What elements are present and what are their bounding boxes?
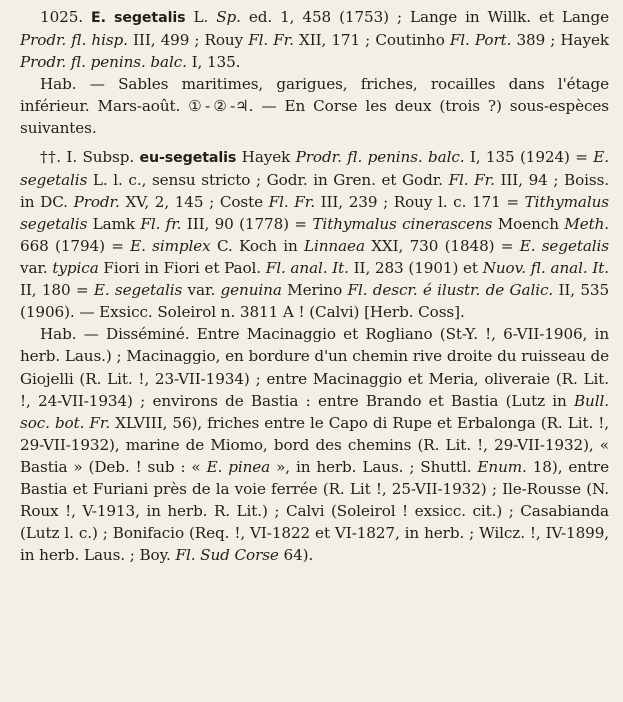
text-segment: Hab. — Disséminé. Entre Macinaggio et Rogliano (St-Y. !, 6-VII-1906, in herb. Laus.) ; Macinaggio, en bordure d'un chemin rive droite du ruisseau de Giojelli (R. Lit. !, 23-VII-1934) ; entre Macinaggio et Meria, oliveraie (R. Lit. !, 24-VII-1934) ; environs de Bastia : entre Brando et Bastia (Lutz in bbox=[20, 325, 609, 410]
text-segment: XLVIII, 56), friches entre le Capo di Rupe et Erbalonga (R. Lit. !, 29-VII-1932), marine de Miomo, bord des chemins (R. Lit. !, 29-VII-1932), « Bastia » (Deb. ! sub : « bbox=[20, 413, 609, 476]
italic-text: Sp. bbox=[216, 8, 241, 26]
text-segment: 1025. bbox=[40, 8, 91, 26]
text-segment: ††. I. Subsp. bbox=[40, 147, 140, 166]
italic-text: Meth. bbox=[564, 214, 610, 233]
italic-text: Prodr. fl. penins. balc. bbox=[20, 53, 187, 72]
text-segment: », in herb. Laus. ; Shuttl. bbox=[270, 457, 478, 476]
text-segment: Hab. — Sables maritimes, garigues, friches, rocailles dans l'étage inférieur. Mars-août. ①-②-♃. — En Corse les deux (trois ?) sous-espèces suivantes. bbox=[20, 75, 609, 138]
italic-text: Prodr. bbox=[73, 192, 120, 211]
text-segment: L. bbox=[185, 8, 217, 26]
text-segment: III, 239 ; Rouy l. c. 171 = bbox=[314, 192, 525, 211]
text-segment: 389 ; Hayek bbox=[511, 31, 609, 50]
italic-text: typica bbox=[52, 259, 99, 278]
italic-text: Fl. descr. é ilustr. de Galic. bbox=[347, 281, 554, 300]
taxon-name: eu-segetalis bbox=[139, 149, 237, 166]
text-segment: Merino bbox=[281, 281, 348, 300]
italic-text: Fl. fr. bbox=[140, 214, 182, 233]
italic-text: Tithymalus segetalis bbox=[20, 192, 609, 233]
italic-text: Prodr. fl. penins. balc. bbox=[295, 147, 465, 166]
text-segment: XII, 171 ; Coutinho bbox=[293, 31, 450, 50]
text-segment: 18), entre Bastia et Furiani près de la voie ferrée (R. Lit !, 25-VII-1932) ; Ile-Rousse (N. Roux !, V-1913, in herb. R. Lit.) ; Calvi (Soleirol ! exsicc. cit.) ; Casabianda (Lutz l. c.) ; Bonifacio (Req. !, VI-1822 et VI-1827, in herb. ; Wilcz. !, IV-1899, in herb. Laus. ; Boy. bbox=[20, 457, 609, 565]
text-segment: Hayek bbox=[236, 147, 296, 166]
italic-text: E. simplex bbox=[130, 236, 211, 255]
italic-text: Fl. anal. It. bbox=[265, 259, 349, 278]
text-segment: L. l. c., sensu stricto ; Godr. in Gren. et Godr. bbox=[87, 170, 449, 189]
text-segment: II, 283 (1901) et bbox=[348, 259, 483, 278]
text-segment: II, 180 = bbox=[20, 281, 94, 300]
italic-text: E. segetalis bbox=[519, 236, 609, 255]
text-segment: C. Koch in bbox=[210, 236, 304, 255]
italic-text: Fl. Port. bbox=[449, 31, 512, 50]
italic-text: Prodr. fl. hisp. bbox=[20, 31, 128, 50]
text-segment: 64). bbox=[278, 546, 314, 565]
text-segment: 668 (1794) = bbox=[20, 236, 131, 255]
text-segment: var. bbox=[20, 259, 53, 278]
species-entry bbox=[20, 6, 609, 73]
taxon-name: E. segetalis bbox=[90, 10, 186, 26]
italic-text: Fl. Fr. bbox=[248, 31, 294, 50]
text-segment: var. bbox=[182, 281, 221, 300]
text-segment: XXI, 730 (1848) = bbox=[364, 236, 520, 255]
species-habitat bbox=[20, 73, 609, 139]
text-segment: Lamk bbox=[87, 214, 141, 233]
italic-text: genuina bbox=[220, 281, 282, 300]
text-segment: III, 94 ; Boiss. in DC. bbox=[20, 170, 609, 211]
subspecies-entry bbox=[20, 146, 609, 324]
text-segment: I, 135 (1924) = bbox=[464, 147, 594, 166]
text-segment: II, 535 (1906). — Exsicc. Soleirol n. 3811 A ! (Calvi) [Herb. Coss]. bbox=[20, 281, 610, 322]
text-segment: Fiori in Fiori et Paol. bbox=[98, 259, 266, 278]
italic-text: E. segetalis bbox=[20, 147, 610, 189]
italic-text: Fl. Fr. bbox=[448, 170, 495, 189]
text-segment: I, 135. bbox=[186, 53, 241, 72]
italic-text: Fl. Sud Corse bbox=[175, 546, 279, 565]
text-segment: III, 499 ; Rouy bbox=[127, 31, 249, 50]
italic-text: Enum. bbox=[477, 457, 527, 476]
italic-text: Fl. Fr. bbox=[268, 192, 315, 211]
italic-text: Linnaea bbox=[304, 236, 365, 255]
text-segment: Moench bbox=[492, 214, 565, 233]
italic-text: Nuov. fl. anal. It. bbox=[482, 259, 609, 278]
italic-text: E. pinea bbox=[206, 457, 271, 476]
text-segment: XV, 2, 145 ; Coste bbox=[119, 192, 269, 211]
italic-text: E. segetalis bbox=[93, 281, 183, 300]
italic-text: Bull. soc. bot. Fr. bbox=[20, 391, 609, 432]
text-segment: III, 90 (1778) = bbox=[181, 214, 313, 233]
italic-text: Tithymalus cinerascens bbox=[312, 214, 493, 233]
text-segment: ed. 1, 458 (1753) ; Lange in Willk. et Lange bbox=[240, 8, 609, 26]
subspecies-habitat bbox=[20, 323, 609, 566]
